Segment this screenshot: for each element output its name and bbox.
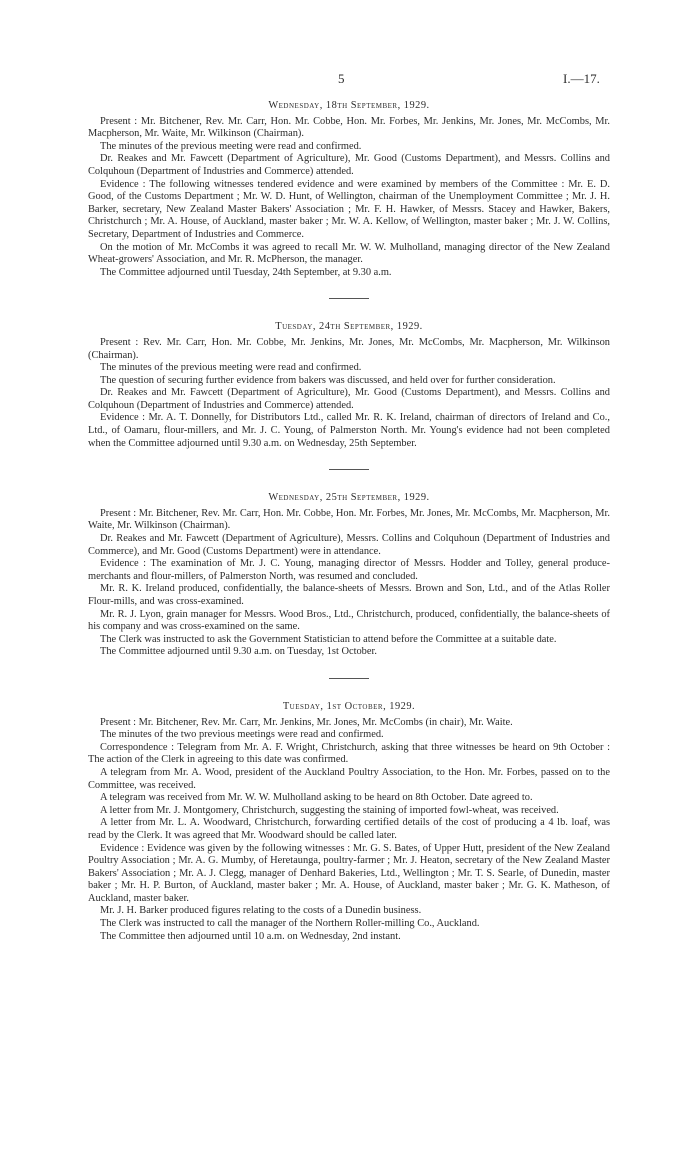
meeting-section [88, 701, 610, 943]
paragraph: The question of securing further evidence from bakers was discussed, and held over for further consideration. [100, 374, 556, 386]
paragraph: Mr. R. K. Ireland produced, confidentially, the balance-sheets of Messrs. Brown and Son, Ltd., and of the Atlas Roller Flour-mills, and was cross-examined. [88, 583, 610, 607]
paragraph: Mr. R. J. Lyon, grain manager for Messrs. Wood Bros., Ltd., Christchurch, produced, confidentially, the balance-sheets of his company and was cross-examined on the same. [88, 608, 610, 633]
paragraph: Present : Mr. Bitchener, Rev. Mr. Carr, Hon. Mr. Cobbe, Hon. Mr. Forbes, Mr. Jones, Mr. McCombs, Mr. Macpherson, Mr. Waite, Mr. Wilkinson (Chairman). [88, 507, 610, 532]
paragraph: The minutes of the two previous meetings were read and confirmed. [100, 729, 384, 741]
section-divider [329, 678, 369, 679]
paragraph: Evidence : The examination of Mr. J. C. Young, managing director of Messrs. Hodder and Tolley, general produce-merchants and flour-millers, of Palmerston North, was resumed and concluded. [88, 558, 610, 582]
paragraph: Present : Mr. Bitchener, Rev. Mr. Carr, Mr. Jenkins, Mr. Jones, Mr. McCombs (in chair), Mr. Waite. [100, 716, 513, 728]
paragraph: On the motion of Mr. McCombs it was agreed to recall Mr. W. W. Mulholland, managing director of the New Zealand Wheat-growers' Association, and Mr. R. McPherson, the manager. [88, 241, 610, 266]
paragraph: Correspondence : Telegram from Mr. A. F. Wright, Christchurch, asking that three witnesses be heard on 9th October : The action of the Clerk in agreeing to this date was confirmed. [88, 741, 610, 766]
meeting-section [88, 100, 610, 279]
meeting-date: Tuesday, 1st October, 1929. [282, 700, 416, 712]
paragraph: Evidence : The following witnesses tendered evidence and were examined by members of the Committee : Mr. E. D. Good, of the Customs Department ; Mr. W. D. Hunt, of Wellington, chairman of the Unemployment Committee ; Mr. J. H. Barker, secretary, New Zealand Master Bakers' Association ; Mr. F. H. Hawker, of Messrs. Stacey and Hawker, Bakers, Christchurch ; Mr. A. House, of Auckland, master baker ; Mr. W. A. Kellow, of Wellington, master baker ; Mr. J. W. Collins, Secretary, Department of Industries and Commerce. [88, 178, 610, 240]
paragraph: Dr. Reakes and Mr. Fawcett (Department of Agriculture), Mr. Good (Customs Department), and Messrs. Collins and Colquhoun (Department of Industries and Commerce) attended. [88, 153, 610, 177]
series-reference: I.—17. [563, 71, 600, 86]
meeting-date: Tuesday, 24th September, 1929. [275, 321, 423, 333]
paragraph: The Committee adjourned until 9.30 a.m. on Tuesday, 1st October. [100, 646, 377, 658]
meeting-date: Wednesday, 18th September, 1929. [268, 100, 430, 111]
paragraph: Evidence : Evidence was given by the following witnesses : Mr. G. S. Bates, of Upper Hutt, president of the New Zealand Poultry Association ; Mr. A. G. Mumby, of Heretaunga, poultry-farmer ; Mr. J. Heaton, secretary of the New Zealand Master Bakers' Association ; Mr. A. J. Clegg, manager of Denhard Bakeries, Ltd., Wellington ; Mr. T. S. Searle, of Dunedin, master baker ; Mr. H. P. Burton, of Auckland, master baker ; Mr. A. House, of Auckland, master baker ; Mr. G. K. Matheson, of Auckland, master baker. [88, 842, 610, 904]
paragraph: A telegram was received from Mr. W. W. Mulholland asking to be heard on 8th October. Date agreed to. [100, 792, 533, 804]
paragraph: A letter from Mr. J. Montgomery, Christchurch, suggesting the staining of imported fowl-wheat, was received. [100, 804, 559, 816]
paragraph: Present : Rev. Mr. Carr, Hon. Mr. Cobbe, Mr. Jenkins, Mr. Jones, Mr. McCombs, Mr. Macpherson, Mr. Wilkinson (Chairman). [88, 336, 610, 361]
paragraph: Mr. J. H. Barker produced figures relating to the costs of a Dunedin business. [100, 905, 422, 917]
page-header [0, 73, 700, 89]
meeting-date: Wednesday, 25th September, 1929. [268, 492, 430, 504]
meeting-section [88, 321, 610, 450]
paragraph: The Committee then adjourned until 10 a.m. on Wednesday, 2nd instant. [100, 930, 401, 942]
paragraph: Dr. Reakes and Mr. Fawcett (Department of Agriculture), Messrs. Collins and Colquhoun (Department of Industries and Commerce), and Mr. Good (Customs Department) were in attendance. [88, 533, 610, 557]
paragraph: The Clerk was instructed to ask the Government Statistician to attend before the Committee at a suitable date. [100, 633, 557, 645]
paragraph: The minutes of the previous meeting were read and confirmed. [100, 362, 362, 374]
section-divider [329, 298, 369, 299]
paragraph: Present : Mr. Bitchener, Rev. Mr. Carr, Hon. Mr. Cobbe, Hon. Mr. Forbes, Mr. Jenkins, Mr. Jones, Mr. McCombs, Mr. Macpherson, Mr. Waite, Mr. Wilkinson (Chairman). [88, 115, 610, 140]
paragraph: The Committee adjourned until Tuesday, 24th September, at 9.30 a.m. [100, 266, 392, 278]
paragraph: The Clerk was instructed to call the manager of the Northern Roller-milling Co., Auckland. [100, 918, 480, 930]
page-number: 5 [338, 71, 345, 86]
meeting-section [88, 492, 610, 659]
section-divider [329, 469, 369, 470]
paragraph: Evidence : Mr. A. T. Donnelly, for Distributors Ltd., called Mr. R. K. Ireland, chairman of directors of Ireland and Co., Ltd., of Oamaru, flour-millers, and Mr. J. C. Young, of Palmerston North. Mr. Young's evidence had not been completed when the Committee adjourned until 9.30 a.m. on Wednesday, 25th September. [88, 412, 610, 449]
paragraph: Dr. Reakes and Mr. Fawcett (Department of Agriculture), Mr. Good (Customs Department), and Messrs. Collins and Colquhoun (Department of Industries and Commerce) attended. [88, 387, 610, 411]
paragraph: A letter from Mr. L. A. Woodward, Christchurch, forwarding certified details of the cost of producing a 4 lb. loaf, was read by the Clerk. It was agreed that Mr. Woodward should be called later. [88, 817, 610, 841]
minutes-body [88, 100, 610, 943]
paragraph: The minutes of the previous meeting were read and confirmed. [100, 140, 362, 152]
paragraph: A telegram from Mr. A. Wood, president of the Auckland Poultry Association, to the Hon. Mr. Forbes, passed on to the Committee, was received. [88, 766, 610, 791]
